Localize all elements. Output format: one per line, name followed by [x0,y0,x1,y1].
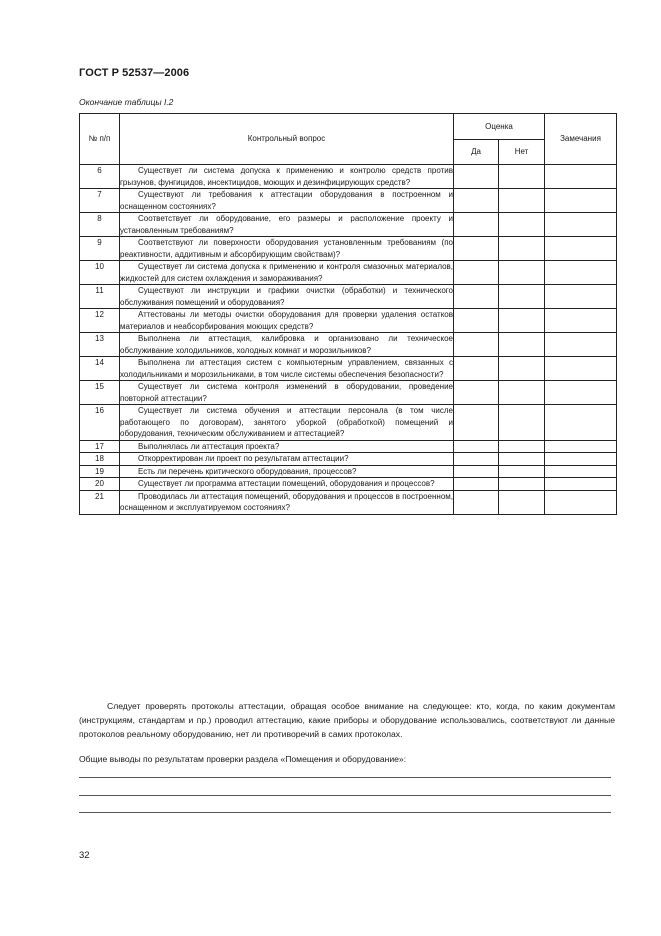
table-row [80,189,617,213]
question-cell [120,405,454,441]
table-row [80,440,617,453]
col-header-rating: Оценка [454,114,545,140]
notes-cell[interactable] [545,165,617,189]
yes-cell[interactable] [454,490,499,514]
yes-cell[interactable] [454,333,499,357]
no-cell[interactable] [499,405,545,441]
no-cell[interactable] [499,440,545,453]
yes-cell[interactable] [454,440,499,453]
yes-cell[interactable] [454,381,499,405]
fill-in-line[interactable] [79,795,611,796]
row-number: 17 [80,440,120,453]
col-header-yes: Да [454,140,499,165]
notes-cell[interactable] [545,381,617,405]
table-row [80,237,617,261]
table-row [80,213,617,237]
row-number: 6 [80,165,120,189]
notes-cell[interactable] [545,440,617,453]
no-cell[interactable] [499,490,545,514]
question-cell [120,309,454,333]
table-row [80,478,617,491]
table-row [80,261,617,285]
row-number: 11 [80,285,120,309]
notes-cell[interactable] [545,309,617,333]
question-text: Существуют ли инструкции и графики очистки (обработки) и технического обслуживания помещений и оборудования? [120,286,453,307]
table-row [80,381,617,405]
table-row [80,333,617,357]
no-cell[interactable] [499,478,545,491]
question-text: Существует ли система допуска к применению и контролю средств против грызунов, фунгицидов, инсектицидов, моющих и дезинфицирующих средств? [120,166,453,187]
notes-cell[interactable] [545,357,617,381]
no-cell[interactable] [499,237,545,261]
question-cell [120,440,454,453]
question-cell [120,357,454,381]
notes-cell[interactable] [545,237,617,261]
checklist-table [79,113,617,515]
question-text: Существует ли программа аттестации помещений, оборудования и процессов? [138,479,435,488]
question-text: Проводилась ли аттестация помещений, оборудования и процессов в построенном, оснащенном и эксплуатируемом состояниях? [120,491,453,512]
table-row [80,465,617,478]
col-header-notes: Замечания [545,114,617,165]
question-text: Выполнена ли аттестация систем с компьютерным управлением, связанных с холодильниками и морозильниками, в том числе системы обеспечения безопасности? [120,358,453,379]
question-text: Соответствуют ли поверхности оборудования установленным требованиям (по реактивности, аддитивным и абсорбирующим свойствам)? [120,238,453,259]
row-number: 20 [80,478,120,491]
yes-cell[interactable] [454,405,499,441]
question-cell [120,261,454,285]
col-header-question: Контрольный вопрос [120,114,454,165]
no-cell[interactable] [499,453,545,466]
yes-cell[interactable] [454,189,499,213]
notes-cell[interactable] [545,285,617,309]
question-cell [120,465,454,478]
table-row [80,490,617,514]
question-cell [120,189,454,213]
no-cell[interactable] [499,357,545,381]
no-cell[interactable] [499,165,545,189]
row-number: 14 [80,357,120,381]
row-number: 7 [80,189,120,213]
notes-cell[interactable] [545,213,617,237]
question-text: Аттестованы ли методы очистки оборудования для проверки удаления остатков материалов и неабсорбирования моющих средств? [120,310,453,331]
row-number: 16 [80,405,120,441]
notes-cell[interactable] [545,490,617,514]
no-cell[interactable] [499,465,545,478]
notes-cell[interactable] [545,333,617,357]
fill-in-line[interactable] [79,812,611,813]
question-cell [120,453,454,466]
yes-cell[interactable] [454,309,499,333]
notes-cell[interactable] [545,465,617,478]
no-cell[interactable] [499,261,545,285]
yes-cell[interactable] [454,478,499,491]
yes-cell[interactable] [454,357,499,381]
yes-cell[interactable] [454,465,499,478]
table-row [80,285,617,309]
row-number: 12 [80,309,120,333]
yes-cell[interactable] [454,213,499,237]
row-number: 18 [80,453,120,466]
table-row [80,357,617,381]
col-header-no: Нет [499,140,545,165]
no-cell[interactable] [499,309,545,333]
question-cell [120,333,454,357]
notes-cell[interactable] [545,478,617,491]
question-text: Существует ли система контроля изменений в оборудовании, проведение повторной аттестации? [120,382,453,403]
col-header-num: № п/п [80,114,120,165]
yes-cell[interactable] [454,237,499,261]
question-text: Существует ли система допуска к применению и контроля смазочных материалов, жидкостей для систем охлаждения и замораживания? [120,262,453,283]
page-number: 32 [79,850,90,861]
question-text: Откорректирован ли проект по результатам аттестации? [138,454,349,463]
question-text: Существует ли система обучения и аттестации персонала (в том числе работающего по договорам), занятого уборкой (обработкой) помещений и оборудования, техническим обслуживанием и аттестацией? [120,406,453,438]
question-text: Выполнена ли аттестация, калибровка и организовано ли техническое обслуживание холодильников, холодных комнат и морозильников? [120,334,453,355]
row-number: 9 [80,237,120,261]
row-number: 10 [80,261,120,285]
document-code: ГОСТ Р 52537—2006 [79,67,190,79]
row-number: 8 [80,213,120,237]
no-cell[interactable] [499,213,545,237]
notes-cell[interactable] [545,261,617,285]
row-number: 13 [80,333,120,357]
row-number: 21 [80,490,120,514]
question-text: Есть ли перечень критического оборудования, процессов? [138,466,357,476]
question-text: Существуют ли требования к аттестации оборудования в построенном и оснащенном состояниях? [120,190,453,211]
table-row [80,309,617,333]
table-row [80,453,617,466]
no-cell[interactable] [499,381,545,405]
notes-cell[interactable] [545,453,617,466]
no-cell[interactable] [499,333,545,357]
question-cell [120,237,454,261]
question-text: Соответствует ли оборудование, его размеры и расположение проекту и установленным требованиям? [120,214,453,235]
question-text: Выполнялась ли аттестация проекта? [138,441,280,451]
yes-cell[interactable] [454,261,499,285]
notes-cell[interactable] [545,405,617,441]
yes-cell[interactable] [454,165,499,189]
row-number: 15 [80,381,120,405]
table-row [80,165,617,189]
instruction-paragraph: Следует проверять протоколы аттестации, обращая особое внимание на следующее: кто, когда, по каким документам (инструкциям, стандартам и пр.) проводил аттестацию, какие приборы и оборудование использовались, соответствуют ли данные протоколов реальному оборудованию, нет ли противоречий в самих протоколах. [79,701,615,739]
question-cell [120,213,454,237]
table-row [80,405,617,441]
question-cell [120,165,454,189]
fill-in-line[interactable] [79,777,611,778]
conclusions-label: Общие выводы по результатам проверки раздела «Помещения и оборудование»: [79,754,407,764]
question-cell [120,285,454,309]
question-cell [120,381,454,405]
no-cell[interactable] [499,285,545,309]
no-cell[interactable] [499,189,545,213]
yes-cell[interactable] [454,285,499,309]
question-cell [120,478,454,491]
notes-cell[interactable] [545,189,617,213]
table-caption: Окончание таблицы I.2 [79,97,174,107]
question-cell [120,490,454,514]
yes-cell[interactable] [454,453,499,466]
row-number: 19 [80,465,120,478]
